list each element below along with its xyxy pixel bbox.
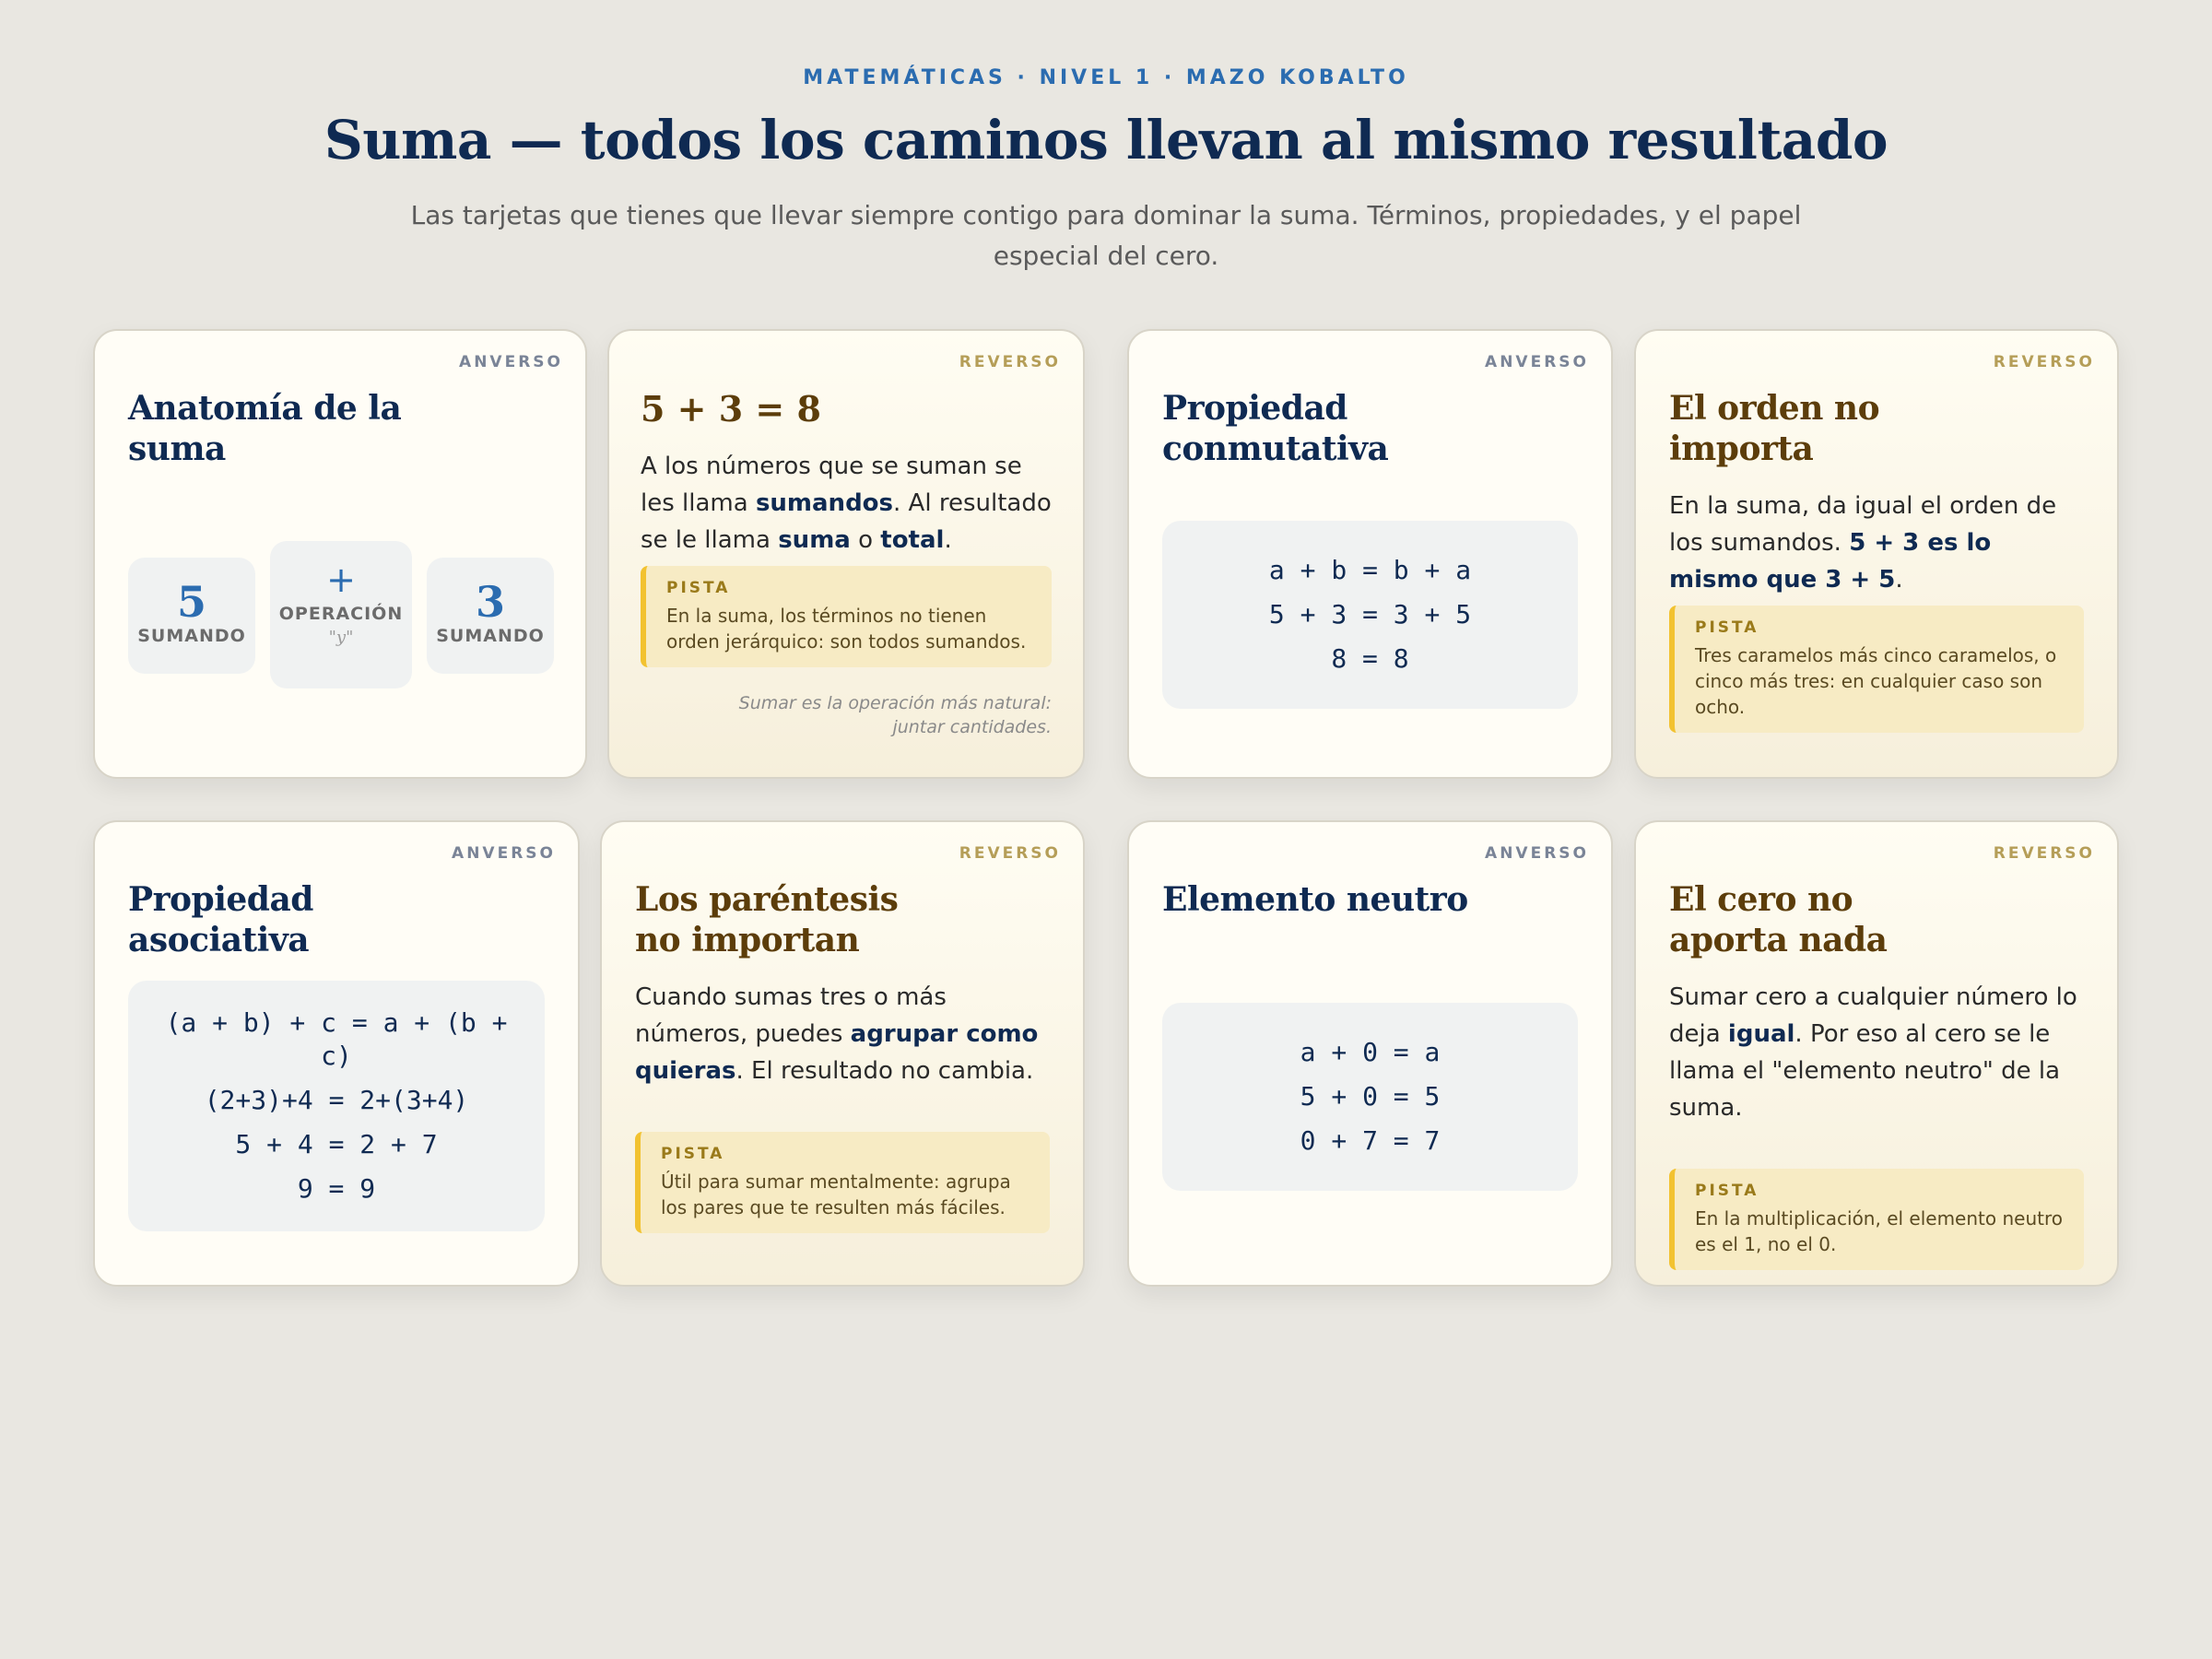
hint-box <box>1669 606 2084 733</box>
card-side-label: ANVERSO <box>1485 844 1589 863</box>
flashcard-conmutativa-back[interactable] <box>1634 329 2119 779</box>
hint-box <box>641 566 1052 667</box>
card-body: A los números que se suman se les llama sumandos. Al resultado se le llama suma o total. <box>641 453 1052 554</box>
flashcard-neutro-front[interactable] <box>1127 820 1613 1287</box>
formula-line: a + 0 = a <box>1300 1037 1441 1067</box>
keyword: sumandos <box>755 489 894 517</box>
card-title: El orden no importa <box>1669 389 1880 468</box>
formula-box <box>128 981 545 1231</box>
card-side-label: REVERSO <box>959 353 1061 371</box>
flashcard-conmutativa-front[interactable] <box>1127 329 1613 779</box>
card-side-label: REVERSO <box>1993 353 2095 371</box>
formula-line: 5 + 0 = 5 <box>1300 1081 1441 1112</box>
card-title: Los paréntesis no importan <box>635 880 899 959</box>
flashcard-asociativa-front[interactable] <box>93 820 580 1287</box>
keyword: agrupar como quieras <box>635 1020 1039 1085</box>
card-note: Sumar es la operación más natural: juntar cantidades. <box>738 693 1052 737</box>
formula-line: a + b = b + a <box>1268 555 1472 585</box>
hint-label: PISTA <box>1695 618 1759 637</box>
card-side-label: REVERSO <box>1993 844 2095 863</box>
formula-line: 8 = 8 <box>1331 643 1409 674</box>
formula-line: 9 = 9 <box>297 1173 376 1204</box>
flashcard-asociativa-back[interactable] <box>600 820 1085 1287</box>
hint-box <box>1669 1169 2084 1270</box>
deck-eyebrow: MATEMÁTICAS · NIVEL 1 · MAZO KOBALTO <box>803 66 1409 89</box>
card-side-label: ANVERSO <box>1485 353 1589 371</box>
tile-sublabel: "y" <box>328 628 354 647</box>
formula-line: 0 + 7 = 7 <box>1300 1125 1441 1156</box>
card-title: Elemento neutro <box>1162 880 1468 919</box>
card-title: Anatomía de la suma <box>128 389 402 468</box>
keyword: suma <box>778 526 851 554</box>
keyword: total <box>880 526 945 554</box>
card-body: Cuando sumas tres o más números, puedes agrupar como quieras. El resultado no cambia. <box>635 983 1039 1085</box>
tile-label: SUMANDO <box>436 626 545 646</box>
plus-icon: + <box>326 559 356 600</box>
tile-value: 5 <box>176 577 206 627</box>
card-side-label: ANVERSO <box>452 844 556 863</box>
hint-text: En la multiplicación, el elemento neutro es el 1, no el 0. <box>1695 1207 2063 1255</box>
card-title: Propiedad conmutativa <box>1162 389 1389 468</box>
card-side-label: ANVERSO <box>459 353 563 371</box>
keyword: igual <box>1727 1020 1795 1048</box>
page-subtitle: Las tarjetas que tienes que llevar siempre contigo para dominar la suma. Términos, propiedades, y el papel especial del cero. <box>410 200 1802 271</box>
page-title: Suma — todos los caminos llevan al mismo resultado <box>324 109 1888 171</box>
formula-line: c) <box>321 1041 352 1071</box>
hint-text: En la suma, los términos no tienen orden jerárquico: son todos sumandos. <box>666 605 1027 653</box>
flashcard-anatomia-front[interactable] <box>93 329 587 779</box>
formula-box <box>1162 521 1578 709</box>
addend-tile <box>128 558 255 674</box>
hint-label: PISTA <box>666 579 731 597</box>
formula-line: (a + b) + c = a + (b + <box>165 1007 508 1038</box>
formula-line: (2+3)+4 = 2+(3+4) <box>204 1085 469 1115</box>
addend-tile <box>427 558 554 674</box>
tile-label: OPERACIÓN <box>278 604 404 624</box>
hint-label: PISTA <box>1695 1182 1759 1200</box>
formula-line: 5 + 4 = 2 + 7 <box>235 1129 438 1159</box>
formula-box <box>1162 1003 1578 1191</box>
keyword: 5 + 3 es lo mismo que 3 + 5 <box>1669 529 1992 594</box>
hint-text: Tres caramelos más cinco caramelos, o cinco más tres: en cualquier caso son ocho. <box>1695 644 2057 718</box>
formula-line: 5 + 3 = 3 + 5 <box>1268 599 1472 629</box>
flashcard-anatomia-back[interactable] <box>607 329 1085 779</box>
card-title: El cero no aporta nada <box>1669 880 1888 959</box>
hint-box <box>635 1132 1050 1233</box>
hint-label: PISTA <box>661 1145 725 1163</box>
tile-value: 3 <box>475 577 505 627</box>
operation-tile <box>270 541 412 688</box>
hint-text: Útil para sumar mentalmente: agrupa los pares que te resulten más fáciles. <box>661 1171 1011 1218</box>
card-body: Sumar cero a cualquier número lo deja igual. Por eso al cero se le llama el "elemento neutro" de la suma. <box>1669 983 2077 1122</box>
card-body: En la suma, da igual el orden de los sumandos. 5 + 3 es lo mismo que 3 + 5. <box>1669 492 2057 594</box>
card-title: 5 + 3 = 8 <box>641 388 821 429</box>
card-side-label: REVERSO <box>959 844 1061 863</box>
flashcard-neutro-back[interactable] <box>1634 820 2119 1287</box>
card-title: Propiedad asociativa <box>128 880 313 959</box>
tile-label: SUMANDO <box>137 626 246 646</box>
